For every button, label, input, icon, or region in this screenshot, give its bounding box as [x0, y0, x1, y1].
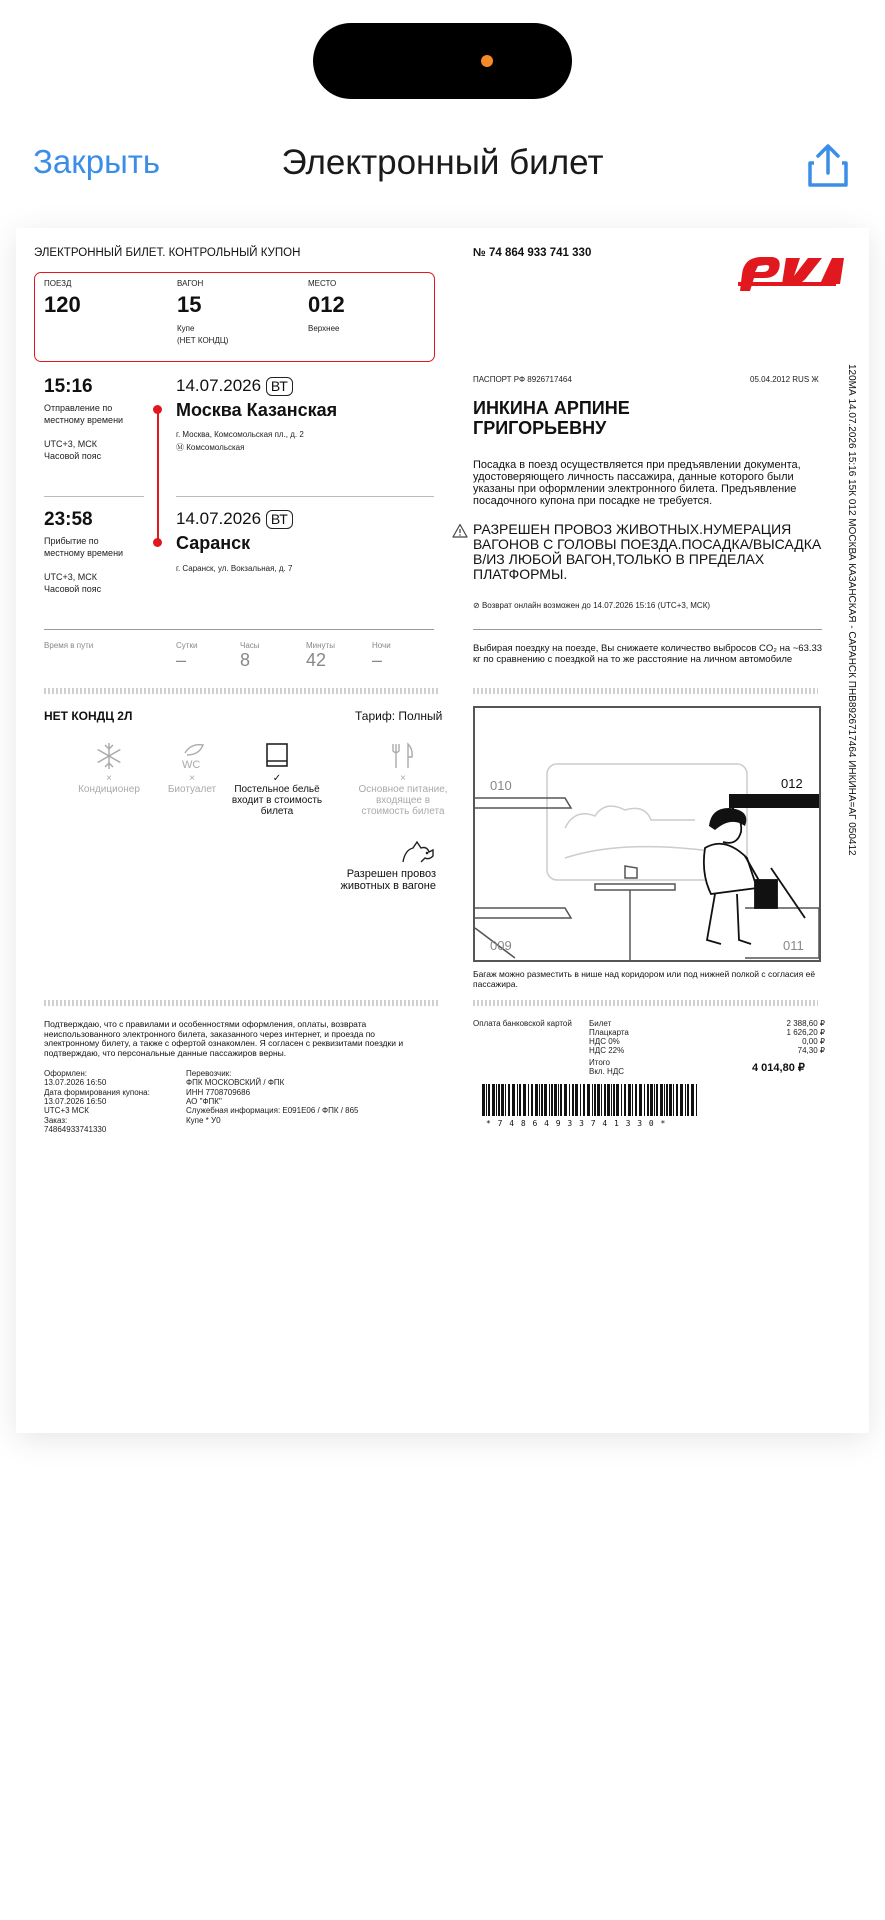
barcode-bar	[544, 1084, 547, 1116]
issued-value: 13.07.2026 16:50	[44, 1078, 107, 1087]
barcode-bar	[501, 1084, 504, 1116]
coupon-date-value: 13.07.2026 16:50	[44, 1097, 107, 1106]
page-title: Электронный билет	[281, 143, 604, 182]
departure-tz-label: Часовой пояс	[44, 451, 102, 461]
payment-row: Плацкарта 1 626,20 ₽	[589, 1028, 825, 1037]
amenity-label: Основное питание, входящее в стоимость билета	[358, 784, 448, 817]
amenity-label: Кондиционер	[78, 784, 140, 795]
arrival-address: г. Саранск, ул. Вокзальная, д. 7	[176, 564, 293, 573]
minutes-label: Минуты	[306, 641, 335, 650]
rzd-logo	[736, 244, 846, 294]
barcode-bar	[660, 1084, 663, 1116]
barcode-bar	[496, 1084, 497, 1116]
barcode-bar	[650, 1084, 653, 1116]
barcode-bar	[604, 1084, 606, 1116]
arrival-tz: UTC+3, МСК	[44, 572, 97, 582]
departure-address: г. Москва, Комсомольская пл., д. 2	[176, 430, 304, 439]
side-control-text: 120МА 14.07.2026 15:16 15К 012 МОСКВА КАЗАНСКАЯ - САРАНСК ПНВ8926717464 ИНКИНА=АГ 050412	[846, 364, 857, 856]
ticket-sheet	[16, 228, 869, 1433]
divider	[44, 629, 434, 630]
barcode-bar	[611, 1084, 612, 1116]
barcode-bar	[505, 1084, 506, 1116]
barcode-bar	[680, 1084, 683, 1116]
seat-label: МЕСТО	[308, 279, 337, 288]
issued-label: Оформлен:	[44, 1069, 87, 1078]
seat-number: 012	[308, 292, 345, 317]
snowflake-icon	[94, 741, 124, 771]
metro-icon: Ⓜ	[176, 443, 184, 452]
seat-009-label: 009	[490, 938, 512, 953]
barcode-bar	[517, 1084, 518, 1116]
service-info: Служебная информация: Е091Е06 / ФПК / 865	[186, 1106, 359, 1115]
dotted-separator	[44, 688, 439, 694]
barcode-bar	[616, 1084, 619, 1116]
barcode-bar	[696, 1084, 697, 1116]
barcode-bar	[691, 1084, 694, 1116]
carrier-inn: ИНН 7708709686	[186, 1088, 251, 1097]
barcode-bar	[572, 1084, 574, 1116]
amenity-label: Постельное бельё входит в стоимость билета	[231, 784, 323, 817]
wc-icon	[177, 741, 207, 771]
birth-info: 05.04.2012 RUS Ж	[750, 375, 819, 384]
train-number: 120	[44, 292, 81, 317]
boarding-note: Посадка в поезд осуществляется при предъявлении документа, удостоверяющего личность пассажира, данные которого были указаны при оформлении электронного билета. Предъявление посадочного купона при посадке не требуется.	[473, 459, 801, 507]
ticket-number: № 74 864 933 741 330	[473, 247, 592, 259]
barcode-bar	[508, 1084, 510, 1116]
nights-value: –	[372, 650, 383, 670]
no-icon: ⊘	[473, 601, 480, 610]
barcode-bar	[669, 1084, 672, 1116]
dotted-separator	[473, 688, 818, 694]
bedding-icon	[262, 741, 292, 771]
barcode-bar	[654, 1084, 655, 1116]
cutlery-icon	[388, 741, 418, 771]
service-class: НЕТ КОНДЦ 2Л	[44, 709, 133, 723]
pets-icon	[399, 836, 437, 866]
barcode-bar	[549, 1084, 550, 1116]
arrival-station: Саранск	[176, 533, 251, 553]
barcode-bar	[558, 1084, 559, 1116]
seat-012-label: 012	[781, 776, 803, 791]
amenity-wc	[146, 741, 238, 795]
issued-tz: UTC+3 МСК	[44, 1106, 89, 1115]
tariff: Тариф: Полный	[355, 709, 443, 723]
barcode-bar	[564, 1084, 567, 1116]
barcode-bar	[635, 1084, 637, 1116]
days-value: –	[176, 650, 187, 670]
barcode-bar	[583, 1084, 585, 1116]
payment-breakdown	[589, 1019, 825, 1055]
car-type: Купе	[177, 324, 195, 333]
barcode-bar	[594, 1084, 596, 1116]
days-label: Сутки	[176, 641, 198, 650]
barcode-bar	[488, 1084, 490, 1116]
barcode-bar	[523, 1084, 526, 1116]
train-label: ПОЕЗД	[44, 279, 72, 288]
route-line	[157, 409, 159, 542]
warning-icon	[452, 523, 468, 539]
barcode-bar	[647, 1084, 649, 1116]
route-start-dot	[153, 405, 162, 414]
minutes-value: 42	[306, 650, 327, 670]
total-value: 4 014,80 ₽	[752, 1062, 805, 1074]
barcode-bar	[519, 1084, 521, 1116]
coupon-date-label: Дата формирования купона:	[44, 1088, 150, 1097]
amenity-mark: ✓	[272, 773, 282, 784]
divider	[473, 629, 822, 630]
carrier-label: Перевозчик:	[186, 1069, 232, 1078]
hours-label: Часы	[240, 641, 260, 650]
consent-text: Подтверждаю, что с правилами и особенностями оформления, оплаты, возврата неиспользованного электронного билета, заказанного через интернет, и проезда по электронному билету, а также с офертой ознакомлен. Я согласен с реквизитами поездки и подтверждаю, что персональные данные пассажиров верны.	[44, 1019, 404, 1058]
barcode-bar	[535, 1084, 538, 1116]
car-number: 15	[177, 292, 202, 317]
total-vat-label: Вкл. НДС	[589, 1067, 625, 1076]
seat-010-label: 010	[490, 778, 512, 793]
payment-row: НДС 0% 0,00 ₽	[589, 1037, 825, 1046]
payment-row: НДС 22% 74,30 ₽	[589, 1046, 825, 1055]
amenity-ac	[63, 741, 155, 795]
barcode-bar	[512, 1084, 515, 1116]
animals-warning: РАЗРЕШЕН ПРОВОЗ ЖИВОТНЫХ.НУМЕРАЦИЯ ВАГОНОВ С ГОЛОВЫ ПОЕЗДА.ПОСАДКА/ВЫСАДКА В/ИЗ ЛЮБОЙ ВАГОН,ТОЛЬКО В ПРЕДЕЛАХ ПЛАТФОРМЫ.	[473, 521, 822, 582]
arrival-tz-label: Часовой пояс	[44, 584, 102, 594]
close-button[interactable]: Закрыть	[33, 143, 161, 180]
order-number: 74864933741330	[44, 1125, 107, 1134]
svg-text:WC: WC	[182, 759, 201, 771]
barcode-bar	[554, 1084, 557, 1116]
refund-note: ⊘ Возврат онлайн возможен до 14.07.2026 15:16 (UTC+3, МСК)	[473, 601, 711, 610]
barcode-bar	[597, 1084, 600, 1116]
baggage-note: Багаж можно разместить в нише над коридором или под нижней полкой с согласия её пассажира.	[473, 969, 816, 989]
barcode-bar	[656, 1084, 658, 1116]
pets-allowed: Разрешен провоз животных в вагоне	[340, 868, 436, 892]
departure-station: Москва Казанская	[176, 400, 338, 420]
arrival-time: 23:58	[44, 509, 93, 530]
payment-row: Билет 2 388,60 ₽	[589, 1019, 825, 1028]
camera-dot	[481, 55, 493, 67]
seat-type: Верхнее	[308, 324, 340, 333]
barcode-bar	[607, 1084, 610, 1116]
arrival-caption-1: Прибытие по	[44, 536, 99, 546]
barcode-bar	[528, 1084, 529, 1116]
barcode-bar	[676, 1084, 678, 1116]
barcode-bar	[639, 1084, 642, 1116]
dotted-separator	[44, 1000, 439, 1006]
divider	[176, 496, 434, 497]
carrier-name: ФПК МОСКОВСКИЙ / ФПК	[186, 1078, 285, 1087]
seat-011-label: 011	[783, 938, 804, 953]
barcode-text: * 7 4 8 6 4 9 3 3 7 4 1 3 3 0 *	[486, 1119, 667, 1128]
co2-note: Выбирая поездку на поезде, Вы снижаете количество выбросов CO₂ на ~63.33 кг по сравнению с поездкой на то же расстояние на личном автомобиле	[473, 643, 823, 665]
passenger-name-1: ИНКИНА АРПИНЕ	[473, 398, 630, 418]
departure-caption-2: местному времени	[44, 415, 124, 425]
dynamic-island	[313, 23, 572, 99]
barcode-bar	[644, 1084, 645, 1116]
barcode-bar	[624, 1084, 626, 1116]
barcode-bar	[621, 1084, 622, 1116]
barcode-bar	[664, 1084, 665, 1116]
barcode-bar	[482, 1084, 485, 1116]
barcode-bar	[492, 1084, 495, 1116]
barcode-bar	[632, 1084, 633, 1116]
barcode-bar	[592, 1084, 593, 1116]
amenity-mark: ×	[400, 773, 406, 784]
payment-method: Оплата банковской картой	[473, 1019, 572, 1028]
barcode-bar	[569, 1084, 570, 1116]
barcode-bar	[687, 1084, 689, 1116]
departure-weekday: ВТ	[266, 377, 293, 396]
train-info-box	[34, 272, 435, 362]
barcode-bar	[628, 1084, 631, 1116]
carrier-org: АО "ФПК"	[186, 1097, 222, 1106]
barcode-bar	[580, 1084, 581, 1116]
amenity-mark: ×	[106, 773, 112, 784]
total-label: Итого	[589, 1058, 610, 1067]
barcode-bar	[575, 1084, 578, 1116]
departure-date: 14.07.2026 ВТ	[176, 376, 293, 396]
ticket-header: ЭЛЕКТРОННЫЙ БИЛЕТ. КОНТРОЛЬНЫЙ КУПОН	[34, 247, 301, 259]
travel-time-label: Время в пути	[44, 641, 94, 650]
barcode	[482, 1084, 700, 1116]
barcode-bar	[539, 1084, 540, 1116]
share-icon[interactable]	[806, 143, 850, 189]
arrival-caption-2: местному времени	[44, 548, 124, 558]
departure-caption-1: Отправление по	[44, 403, 113, 413]
barcode-bar	[486, 1084, 487, 1116]
passenger-name-2: ГРИГОРЬЕВНУ	[473, 418, 607, 438]
amenity-label: Биотуалет	[167, 784, 217, 795]
order-label: Заказ:	[44, 1116, 68, 1125]
route-end-dot	[153, 538, 162, 547]
divider	[44, 496, 144, 497]
barcode-bar	[673, 1084, 674, 1116]
barcode-bar	[541, 1084, 543, 1116]
departure-tz: UTC+3, МСК	[44, 439, 97, 449]
amenity-mark: ×	[189, 773, 195, 784]
barcode-bar	[531, 1084, 533, 1116]
nights-label: Ночи	[372, 641, 391, 650]
barcode-bar	[587, 1084, 590, 1116]
arrival-weekday: ВТ	[266, 510, 293, 529]
car-scheme	[473, 706, 821, 962]
departure-metro: Ⓜ Комсомольская	[176, 443, 245, 452]
car-label: ВАГОН	[177, 279, 204, 288]
car-note: (НЕТ КОНДЦ)	[177, 336, 229, 345]
barcode-bar	[685, 1084, 686, 1116]
passport: ПАСПОРТ РФ 8926717464	[473, 375, 572, 384]
barcode-bar	[498, 1084, 500, 1116]
barcode-bar	[560, 1084, 562, 1116]
hours-value: 8	[240, 650, 251, 670]
barcode-bar	[601, 1084, 602, 1116]
barcode-bar	[551, 1084, 553, 1116]
barcode-bar	[613, 1084, 615, 1116]
arrival-date: 14.07.2026 ВТ	[176, 509, 293, 529]
dotted-separator	[473, 1000, 818, 1006]
car-info: Купе * У0	[186, 1116, 221, 1125]
departure-time: 15:16	[44, 376, 93, 397]
barcode-bar	[666, 1084, 668, 1116]
amenity-meals	[357, 741, 449, 817]
amenity-bedding	[231, 741, 323, 817]
